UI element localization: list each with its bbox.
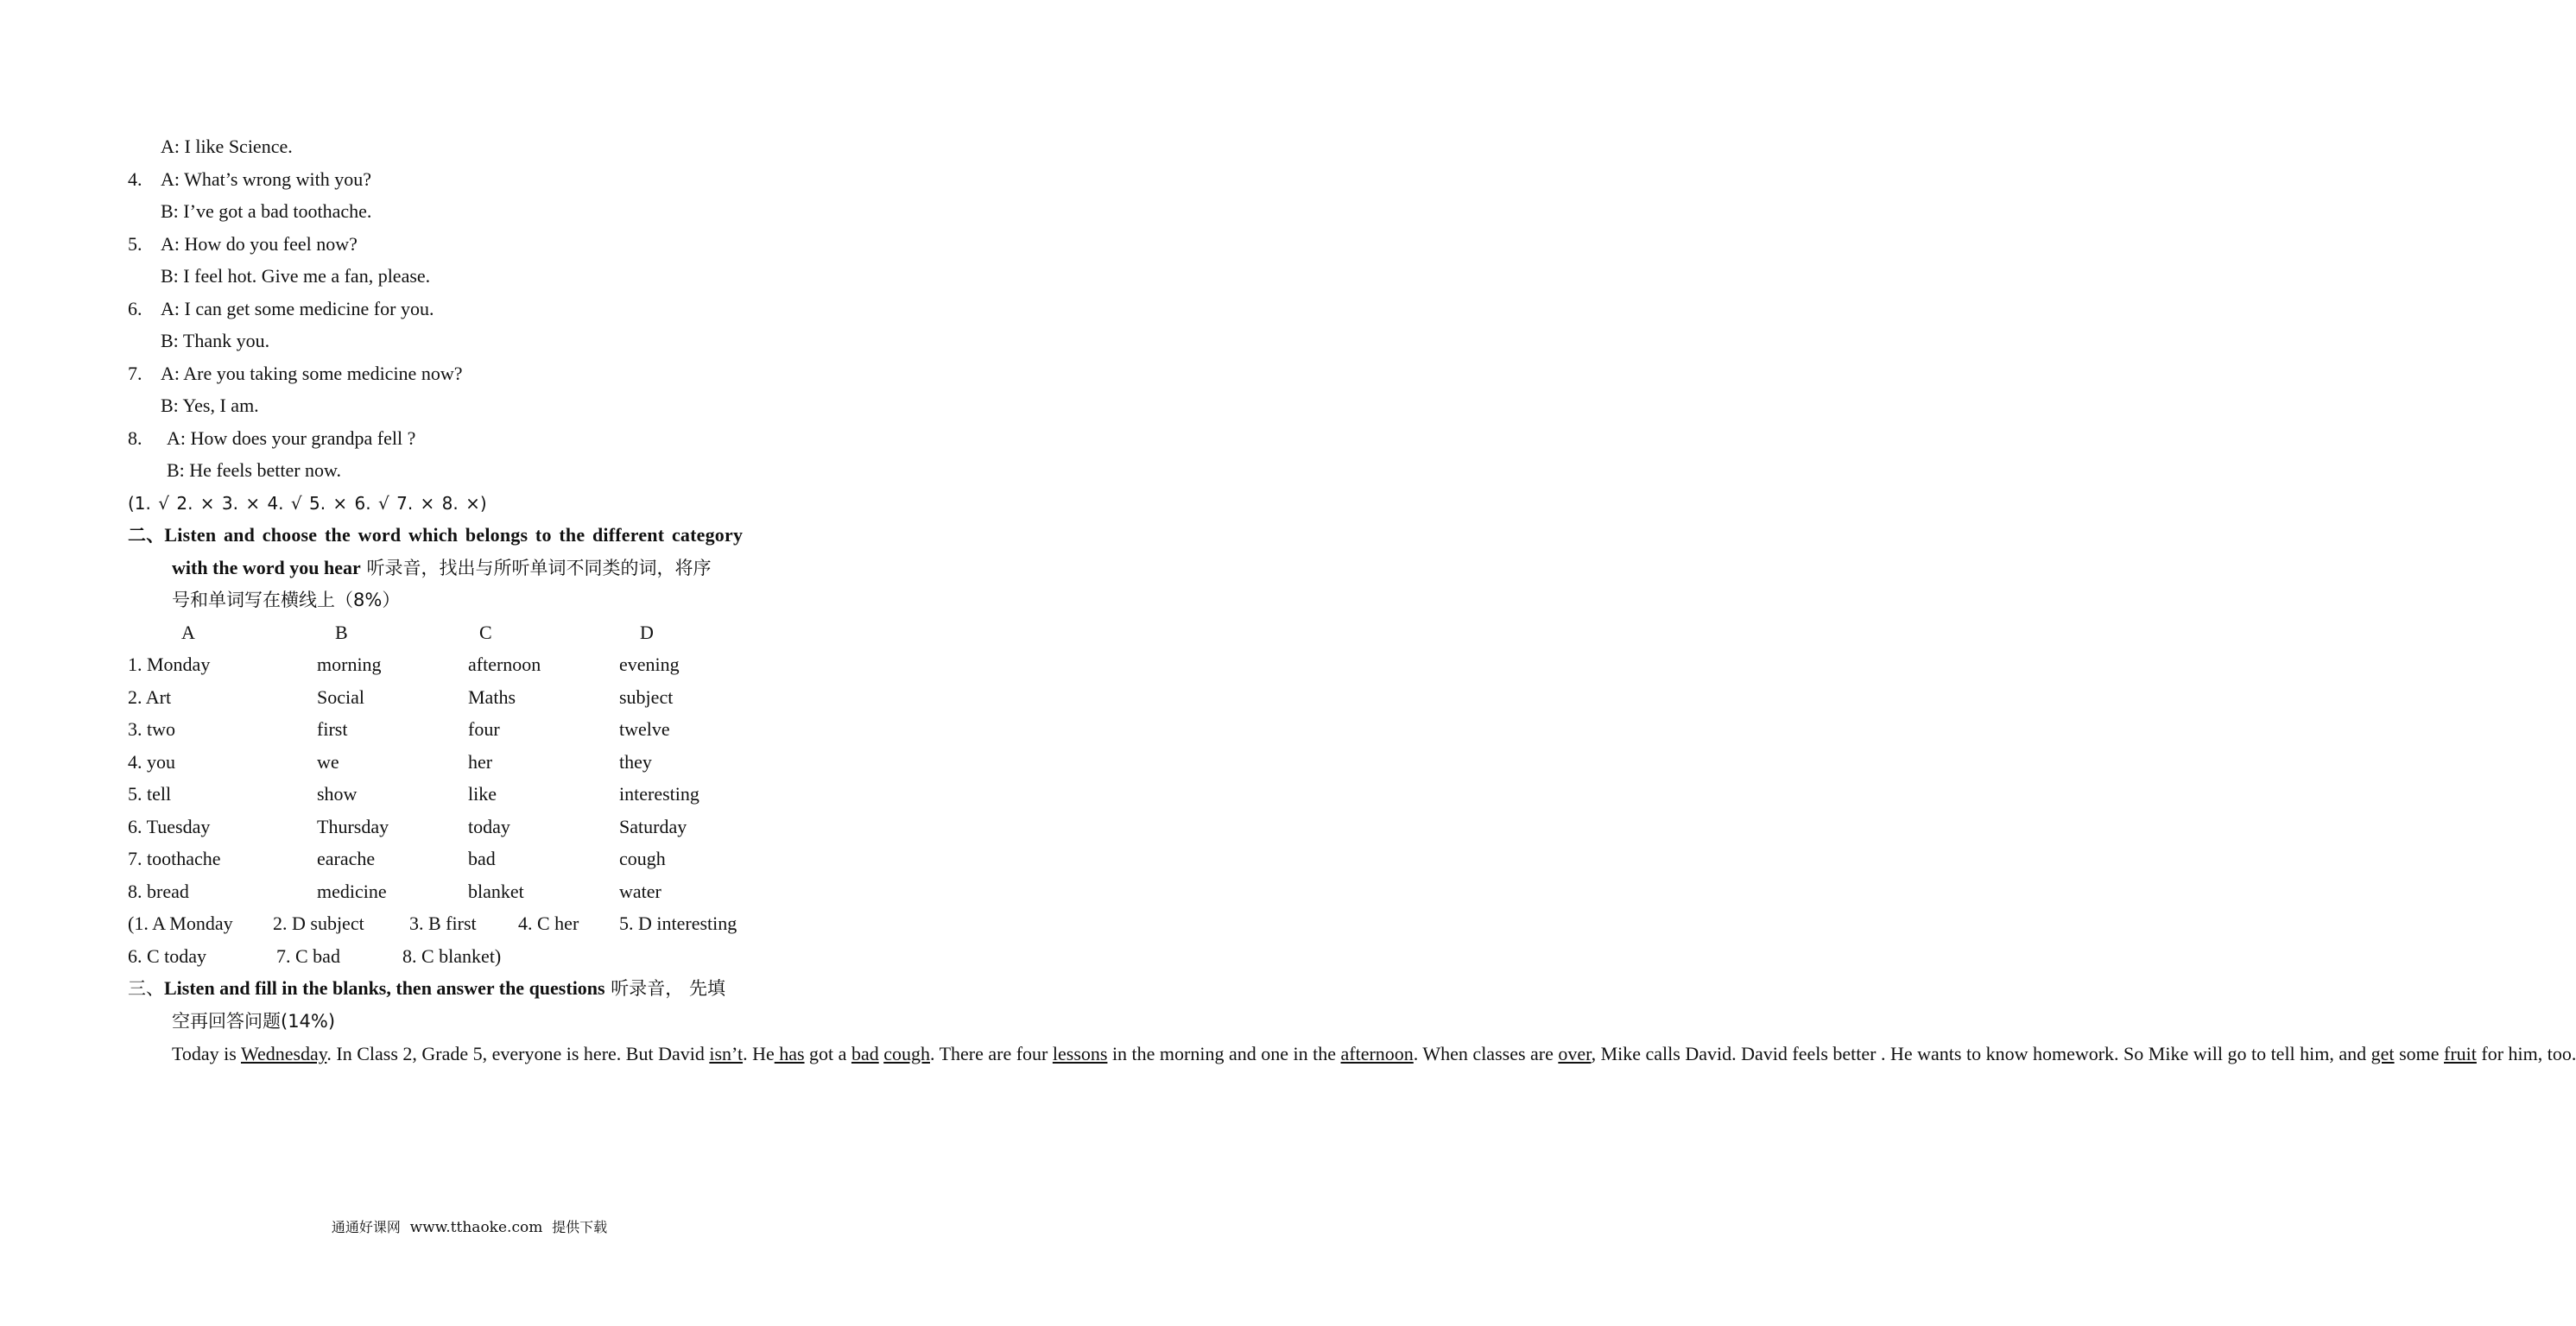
dialogue-3-answer: A: I like Science. bbox=[161, 136, 293, 157]
dialogue-4-number: 4. bbox=[128, 168, 142, 190]
passage-text: . When classes are bbox=[1413, 1043, 1559, 1064]
passage-text: . He bbox=[743, 1043, 775, 1064]
column-header-d: D bbox=[640, 622, 654, 643]
table-cell: today bbox=[468, 816, 510, 837]
table-cell: afternoon bbox=[468, 654, 541, 675]
table-cell: twelve bbox=[619, 718, 670, 740]
section2-heading-line1 bbox=[128, 523, 743, 547]
section3-marker: 三、 bbox=[128, 978, 164, 999]
dialogue-5-question: A: How do you feel now? bbox=[161, 233, 358, 255]
passage-text: got a bbox=[804, 1043, 851, 1064]
table-cell: 7. toothache bbox=[128, 848, 221, 869]
dialogue-6-answer: B: Thank you. bbox=[161, 330, 270, 351]
answer-item: 3. B first bbox=[409, 912, 477, 934]
table-cell: morning bbox=[317, 654, 382, 675]
column-header-a: A bbox=[181, 622, 195, 643]
section3-title-cn-2 bbox=[172, 1009, 335, 1033]
table-cell: first bbox=[317, 718, 348, 740]
section2-title-en-1: Listen and choose the word which belongs to the different category bbox=[164, 524, 744, 546]
table-cell: show bbox=[317, 783, 358, 805]
table-cell: medicine bbox=[317, 881, 387, 902]
dialogue-6-number: 6. bbox=[128, 298, 142, 319]
answer-item: 4. C her bbox=[518, 912, 579, 934]
blank-answer: over bbox=[1558, 1043, 1592, 1064]
section2-title-cn-2: 号和单词写在横线上（8%） bbox=[172, 590, 401, 610]
page-footer bbox=[0, 1216, 939, 1236]
fill-in-passage bbox=[128, 1038, 2576, 1070]
passage-text: some bbox=[2394, 1043, 2445, 1064]
table-cell: her bbox=[468, 751, 493, 773]
section2-heading-line2 bbox=[172, 556, 711, 580]
blank-answer: has bbox=[774, 1043, 805, 1064]
blank-answer: bad bbox=[851, 1043, 879, 1064]
answer-item: (1. A Monday bbox=[128, 912, 233, 934]
table-cell: 5. tell bbox=[128, 783, 172, 805]
blank-answer: lessons bbox=[1052, 1043, 1108, 1064]
table-cell: Maths bbox=[468, 686, 516, 708]
dialogue-6-question: A: I can get some medicine for you. bbox=[161, 298, 434, 319]
blank-answer: Wednesday bbox=[240, 1043, 327, 1064]
table-cell: we bbox=[317, 751, 339, 773]
blank-answer: cough bbox=[883, 1043, 930, 1064]
passage-text: in the morning and one in the bbox=[1107, 1043, 1341, 1064]
passage-text: for him, too. bbox=[2476, 1043, 2576, 1064]
blank-answer: fruit bbox=[2444, 1043, 2477, 1064]
table-cell: blanket bbox=[468, 881, 524, 902]
dialogue-5-answer: B: I feel hot. Give me a fan, please. bbox=[161, 265, 431, 287]
section2-title-cn-1: 听录音，找出与所听单词不同类的词，将序 bbox=[360, 558, 712, 578]
section2-title-en-2: with the word you hear bbox=[172, 557, 361, 578]
answer-item: 7. C bad bbox=[276, 945, 340, 967]
passage-text: , Mike calls David. David feels better . He wants to know homework. So Mike will go to tell him, and bbox=[1591, 1043, 2371, 1064]
dialogue-4-answer: B: I’ve got a bad toothache. bbox=[161, 200, 372, 222]
answer-item: 5. D interesting bbox=[619, 912, 737, 934]
section2-marker: 二、 bbox=[128, 525, 165, 546]
column-header-c: C bbox=[479, 622, 492, 643]
column-header-b: B bbox=[335, 622, 348, 643]
table-cell: bad bbox=[468, 848, 496, 869]
table-cell: interesting bbox=[619, 783, 699, 805]
table-cell: four bbox=[468, 718, 500, 740]
footer-tail: 提供下载 bbox=[552, 1219, 608, 1235]
section3-title-en: Listen and fill in the blanks, then answer the questions bbox=[164, 977, 605, 999]
passage-text: . There are four bbox=[929, 1043, 1053, 1064]
answer-item: 6. C today bbox=[128, 945, 207, 967]
dialogue-4-question: A: What’s wrong with you? bbox=[161, 168, 372, 190]
dialogue-7-answer: B: Yes, I am. bbox=[161, 395, 259, 416]
dialogue-8-answer: B: He feels better now. bbox=[167, 459, 342, 481]
footer-url[interactable]: www.tthaoke.com bbox=[409, 1219, 543, 1236]
table-cell: 1. Monday bbox=[128, 654, 211, 675]
section3-title-cn-2-text: 空再回答问题(14%) bbox=[172, 1011, 336, 1032]
table-cell: 6. Tuesday bbox=[128, 816, 211, 837]
table-cell: evening bbox=[619, 654, 680, 675]
answer-item: 2. D subject bbox=[273, 912, 364, 934]
table-cell: water bbox=[619, 881, 661, 902]
table-cell: Saturday bbox=[619, 816, 687, 837]
table-cell: cough bbox=[619, 848, 666, 869]
passage-text: Today is bbox=[172, 1043, 241, 1064]
table-cell: subject bbox=[619, 686, 674, 708]
dialogue-7-number: 7. bbox=[128, 363, 142, 384]
passage-text: . In Class 2, Grade 5, everyone is here. But David bbox=[326, 1043, 710, 1064]
dialogue-8-number: 8. bbox=[128, 427, 142, 449]
blank-answer: isn’t bbox=[709, 1043, 744, 1064]
table-cell: Social bbox=[317, 686, 364, 708]
table-cell: Thursday bbox=[317, 816, 389, 837]
table-cell: 8. bread bbox=[128, 881, 189, 902]
table-cell: 2. Art bbox=[128, 686, 172, 708]
table-cell: they bbox=[619, 751, 652, 773]
section3-heading-line1 bbox=[128, 976, 725, 1001]
dialogue-7-question: A: Are you taking some medicine now? bbox=[161, 363, 463, 384]
blank-answer: afternoon bbox=[1340, 1043, 1414, 1064]
table-cell: 3. two bbox=[128, 718, 175, 740]
footer-site-name: 通通好课网 bbox=[331, 1219, 401, 1235]
section3-title-cn-1: 听录音， 先填 bbox=[604, 978, 725, 999]
section1-answer-key: (1. √ 2. × 3. × 4. √ 5. × 6. √ 7. × 8. ×) bbox=[128, 493, 487, 514]
table-cell: like bbox=[468, 783, 497, 805]
answer-item: 8. C blanket) bbox=[402, 945, 502, 967]
table-cell: 4. you bbox=[128, 751, 175, 773]
dialogue-8-question: A: How does your grandpa fell ? bbox=[167, 427, 416, 449]
table-cell: earache bbox=[317, 848, 376, 869]
blank-answer: get bbox=[2370, 1043, 2395, 1064]
dialogue-5-number: 5. bbox=[128, 233, 142, 255]
